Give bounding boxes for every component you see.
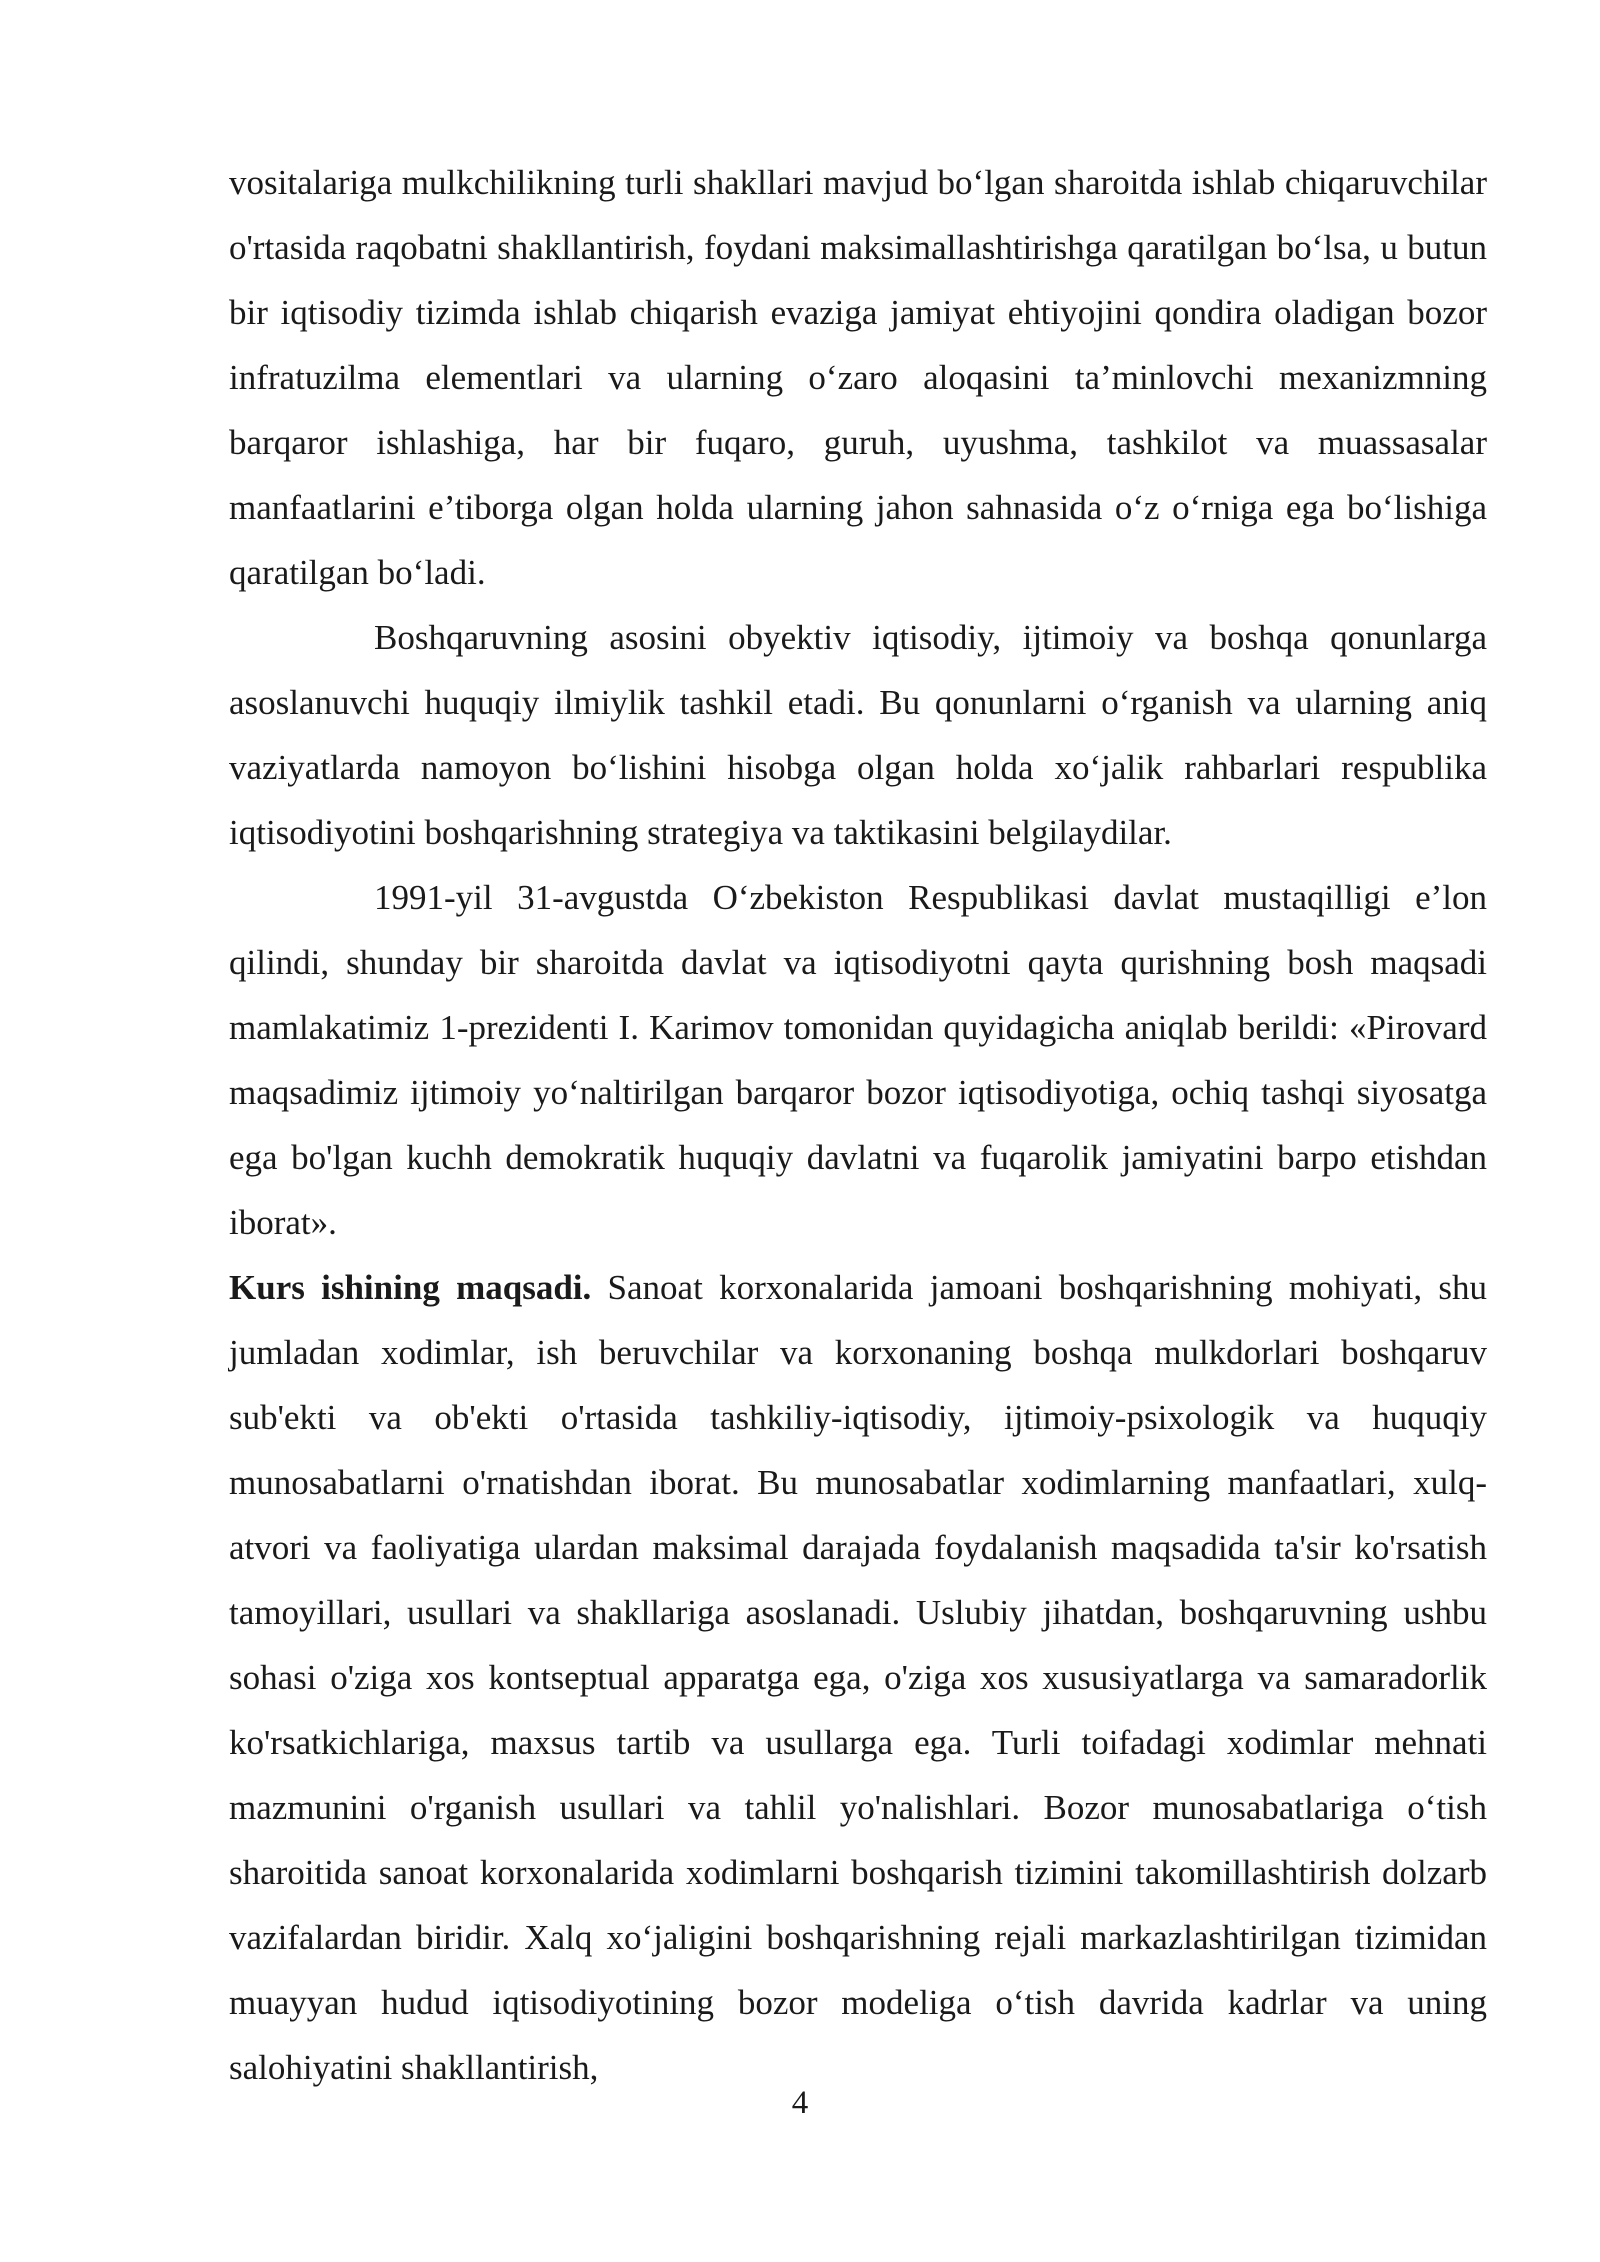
paragraph-2-text: Boshqaruvning asosini obyektiv iqtisodiy, ijtimoiy va boshqa qonunlarga asoslanuvchi huquqiy ilmiylik tashkil etadi. Bu qonunlarni o‘rganish va ularning aniq vaziyatlarda namoyon bo‘lishini hisobga olgan holda xo‘jalik rahbarlari respublika iqtisodiyotini boshqarishning strategiya va taktikasini belgilaydilar.: [229, 618, 1487, 852]
document-body: [229, 150, 1487, 2100]
paragraph-4-text: Sanoat korxonalarida jamoani boshqarishning mohiyati, shu jumladan xodimlar, ish beruvchilar va korxonaning boshqa mulkdorlari boshqaruv sub'ekti va ob'ekti o'rtasida tashkiliy-iqtisodiy, ijtimoiy-psixologik va huquqiy munosabatlarni o'rnatishdan iborat. Bu munosabatlar xodimlarning manfaatlari, xulq-atvori va faoliyatiga ulardan maksimal darajada foydalanish maqsadida ta'sir ko'rsatish tamoyillari, usullari va shakllariga asoslanadi. Uslubiy jihatdan, boshqaruvning ushbu sohasi o'ziga xos kontseptual apparatga ega, o'ziga xos xususiyatlarga va samaradorlik ko'rsatkichlariga, maxsus tartib va usullarga ega. Turli toifadagi xodimlar mehnati mazmunini o'rganish usullari va tahlil yo'nalishlari. Bozor munosabatlariga o‘tish sharoitida sanoat korxonalarida xodimlarni boshqarish tizimini takomillashtirish dolzarb vazifalardan biridir. Xalq xo‘jaligini boshqarishning rejali markazlashtirilgan tizimidan muayyan hudud iqtisodiyotining bozor modeliga o‘tish davrida kadrlar va uning salohiyatini shakllantirish,: [229, 1268, 1488, 2087]
paragraph-2: [229, 605, 1487, 865]
page-number: 4: [791, 2085, 809, 2121]
paragraph-1: [229, 150, 1487, 605]
paragraph-3: [229, 865, 1487, 1255]
paragraph-4: [229, 1255, 1487, 2100]
paragraph-3-text: 1991-yil 31-avgustda O‘zbekiston Respublikasi davlat mustaqilligi e’lon qilindi, shunday bir sharoitda davlat va iqtisodiyotni qayta qurishning bosh maqsadi mamlakatimiz 1-prezidenti I. Karimov tomonidan quyidagicha aniqlab berildi: «Pirovard maqsadimiz ijtimoiy yo‘naltirilgan barqaror bozor iqtisodiyotiga, ochiq tashqi siyosatga ega bo'lgan kuchh demokratik huquqiy davlatni va fuqarolik jamiyatini barpo etishdan iborat».: [229, 878, 1487, 1242]
paragraph-1-text: vositalariga mulkchilikning turli shakllari mavjud bo‘lgan sharoitda ishlab chiqaruvchilar o'rtasida raqobatni shakllantirish, foydani maksimallashtirishga qaratilgan bo‘lsa, u butun bir iqtisodiy tizimda ishlab chiqarish evaziga jamiyat ehtiyojini qondira oladigan bozor infratuzilma elementlari va ularning o‘zaro aloqasini ta’minlovchi mexanizmning barqaror ishlashiga, har bir fuqaro, guruh, uyushma, tashkilot va muassasalar manfaatlarini e’tiborga olgan holda ularning jahon sahnasida o‘z o‘rniga ega bo‘lishiga qaratilgan bo‘ladi.: [229, 163, 1487, 592]
paragraph-4-heading: Kurs ishining maqsadi.: [229, 1268, 592, 1307]
